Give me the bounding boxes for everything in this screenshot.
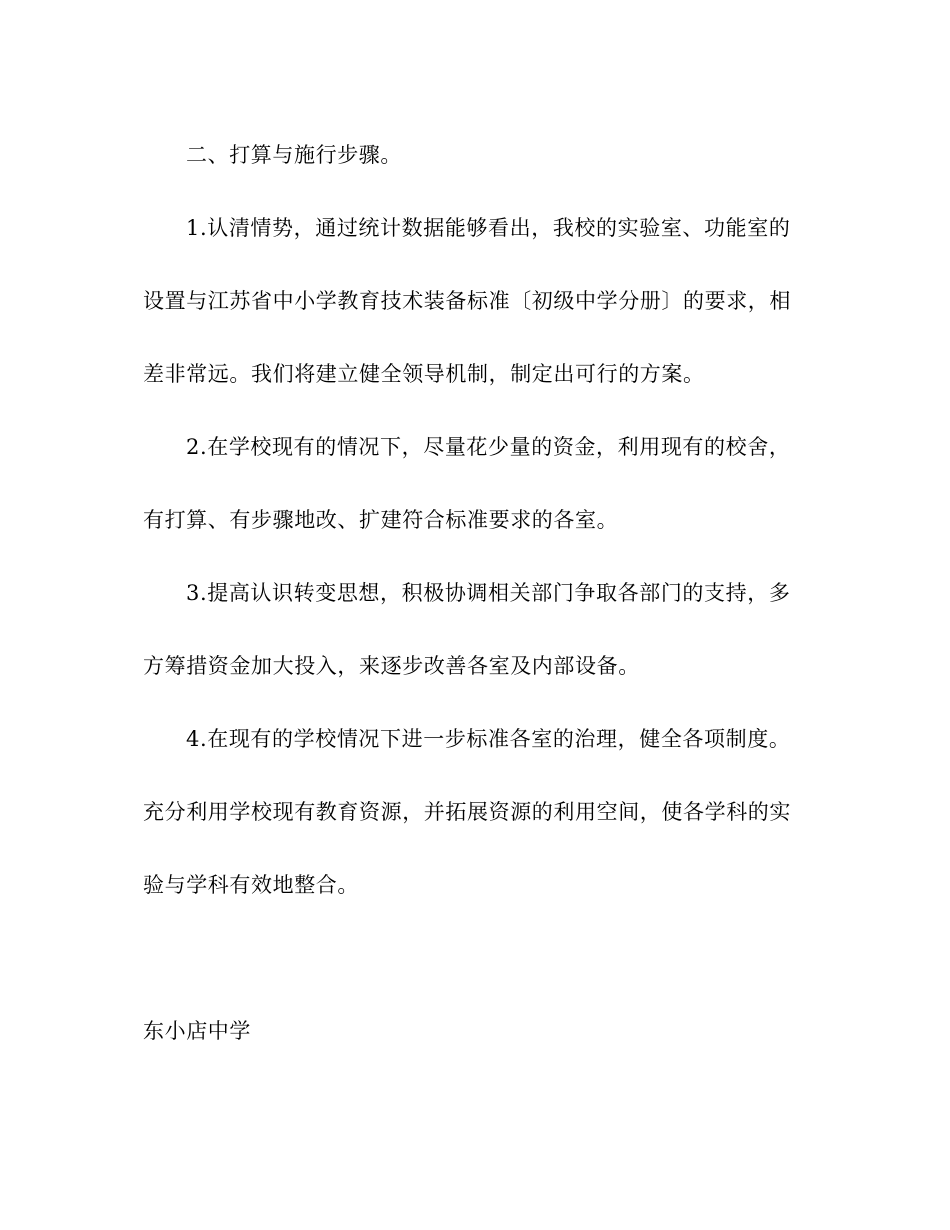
section-heading: 二、打算与施行步骤。: [186, 143, 402, 167]
paragraph-2-line-1: 2.在学校现有的情况下，尽量花少量的资金，利用现有的校舍，: [186, 435, 791, 459]
paragraph-3-line-2: 方筹措资金加大投入，来逐步改善各室及内部设备。: [143, 654, 640, 678]
paragraph-1-line-1: 1.认清情势，通过统计数据能够看出，我校的实验室、功能室的: [186, 216, 791, 240]
signature: 东小店中学: [143, 1019, 251, 1043]
paragraph-4-line-2: 充分利用学校现有教育资源，并拓展资源的利用空间，使各学科的实: [143, 800, 791, 824]
paragraph-3-line-1: 3.提高认识转变思想，积极协调相关部门争取各部门的支持，多: [186, 581, 791, 605]
paragraph-2-line-2: 有打算、有步骤地改、扩建符合标准要求的各室。: [143, 508, 619, 532]
paragraph-4-line-3: 验与学科有效地整合。: [143, 873, 359, 897]
paragraph-1-line-3: 差非常远。我们将建立健全领导机制，制定出可行的方案。: [143, 362, 705, 386]
paragraph-1-line-2: 设置与江苏省中小学教育技术装备标准〔初级中学分册〕的要求，相: [143, 289, 791, 313]
paragraph-4-line-1: 4.在现有的学校情况下进一步标准各室的治理，健全各项制度。: [186, 727, 791, 751]
